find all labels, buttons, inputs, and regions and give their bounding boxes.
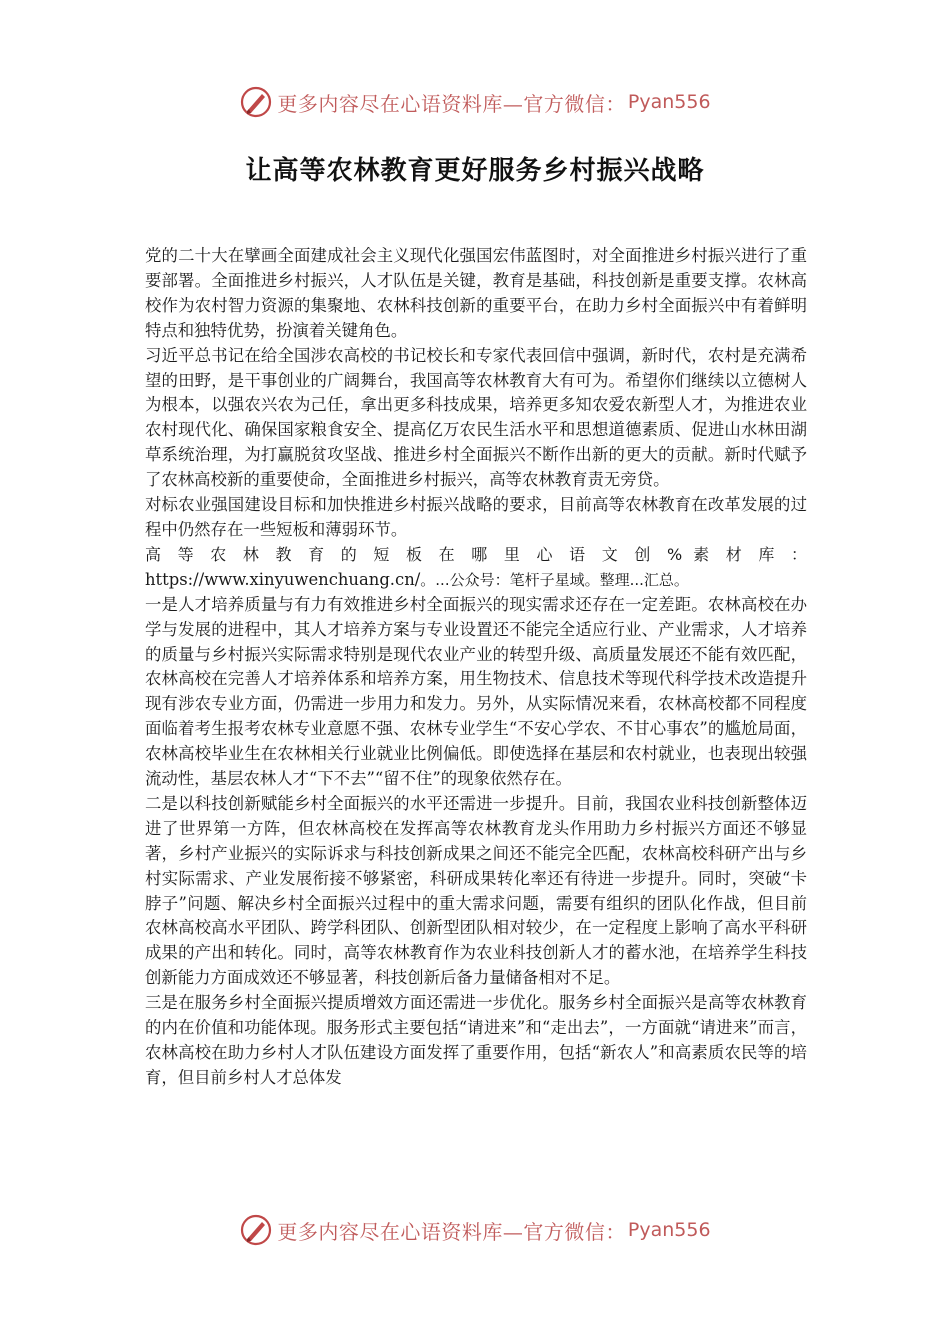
footer-banner [0, 1210, 950, 1250]
pen-logo-icon [239, 85, 273, 119]
paragraph: 对标农业强国建设目标和加快推进乡村振兴战略的要求，目前高等农林教育在改革发展的过程中仍然存在一些短板和薄弱环节。 [145, 495, 807, 539]
source-url[interactable]: https://www.xinyuwenchuang.cn/ [145, 569, 421, 589]
document-body [145, 244, 807, 1091]
paragraph: 党的二十大在擘画全面建成社会主义现代化强国宏伟蓝图时，对全面推进乡村振兴进行了重要部署。全面推进乡村振兴，人才队伍是关键，教育是基础，科技创新是重要支撑。农林高校作为农村智力资源的集聚地、农林科技创新的重要平台，在助力乡村全面振兴中有着鲜明特点和独特优势，扮演着关键角色。 [145, 246, 807, 340]
paragraph: 二是以科技创新赋能乡村全面振兴的水平还需进一步提升。目前，我国农业科技创新整体迈进了世界第一方阵，但农林高校在发挥高等农林教育龙头作用助力乡村振兴方面还不够显著，乡村产业振兴的实际诉求与科技创新成果之间还不能完全匹配，农林高校科研产出与乡村实际需求、产业发展衔接不够紧密，科研成果转化率还有待进一步提升。同时，突破“卡脖子”问题、解决乡村全面振兴过程中的重大需求问题，需要有组织的团队化作战，但目前农林高校高水平团队、跨学科团队、创新型团队相对较少，在一定程度上影响了高水平科研成果的产出和转化。同时，高等农林教育作为农业科技创新人才的蓄水池，在培养学生科技创新能力方面成效还不够显著，科技创新后备力量储备相对不足。 [145, 793, 807, 988]
pen-logo-icon [239, 1213, 273, 1247]
paragraph: 三是在服务乡村全面振兴提质增效方面还需进一步优化。服务乡村全面振兴是高等农林教育的内在价值和功能体现。服务形式主要包括“请进来”和“走出去”，一方面就“请进来”而言，农林高校在助力乡村人才队伍建设方面发挥了重要作用，包括“新农人”和高素质农民等的培育，但目前乡村人才总体发 [145, 993, 807, 1087]
source-line [145, 543, 807, 568]
paragraph: 习近平总书记在给全国涉农高校的书记校长和专家代表回信中强调，新时代，农村是充满希望的田野，是干事创业的广阔舞台，我国高等农林教育大有可为。希望你们继续以立德树人为根本，以强农兴农为己任，拿出更多科技成果，培养更多知农爱农新型人才，为推进农业农村现代化、确保国家粮食安全、提高亿万农民生活水平和思想道德素质、促进山水林田湖草系统治理，为打赢脱贫攻坚战、推进乡村全面振兴不断作出新的更大的贡献。新时代赋予了农林高校新的重要使命，全面推进乡村振兴，高等农林教育责无旁贷。 [145, 345, 807, 490]
banner-text: 更多内容尽在心语资料库—官方微信： [277, 1219, 626, 1244]
banner-wechat-id: Pyan556 [627, 91, 711, 113]
source-tail: 。...公众号：笔杆子星域。整理...汇总。 [420, 570, 689, 589]
source-lead: 高 等 农 林 教 育 的 短 板 在 哪 里 心 语 文 创 % 素 材 库 ： [145, 544, 807, 564]
document-title: 让高等农林教育更好服务乡村振兴战略 [245, 156, 705, 186]
paragraph: 一是人才培养质量与有力有效推进乡村全面振兴的现实需求还存在一定差距。农林高校在办学与发展的进程中，其人才培养方案与专业设置还不能完全适应行业、产业需求，人才培养的质量与乡村振兴实际需求特别是现代农业产业的转型升级、高质量发展还不能有效匹配，农林高校在完善人才培养体系和培养方案，用生物技术、信息技术等现代科学技术改造提升现有涉农专业方面，仍需进一步用力和发力。另外，从实际情况来看，农林高校都不同程度面临着考生报考农林专业意愿不强、农林专业学生“不安心学农、不甘心事农”的尴尬局面，农林高校毕业生在农林相关行业就业比例偏低。即使选择在基层和农村就业，也表现出较强流动性，基层农林人才“下不去”“留不住”的现象依然存在。 [145, 594, 807, 789]
banner-wechat-id: Pyan556 [627, 1219, 711, 1241]
header-banner [0, 82, 950, 122]
source-line-continued [145, 568, 807, 593]
banner-text: 更多内容尽在心语资料库—官方微信： [277, 91, 626, 116]
